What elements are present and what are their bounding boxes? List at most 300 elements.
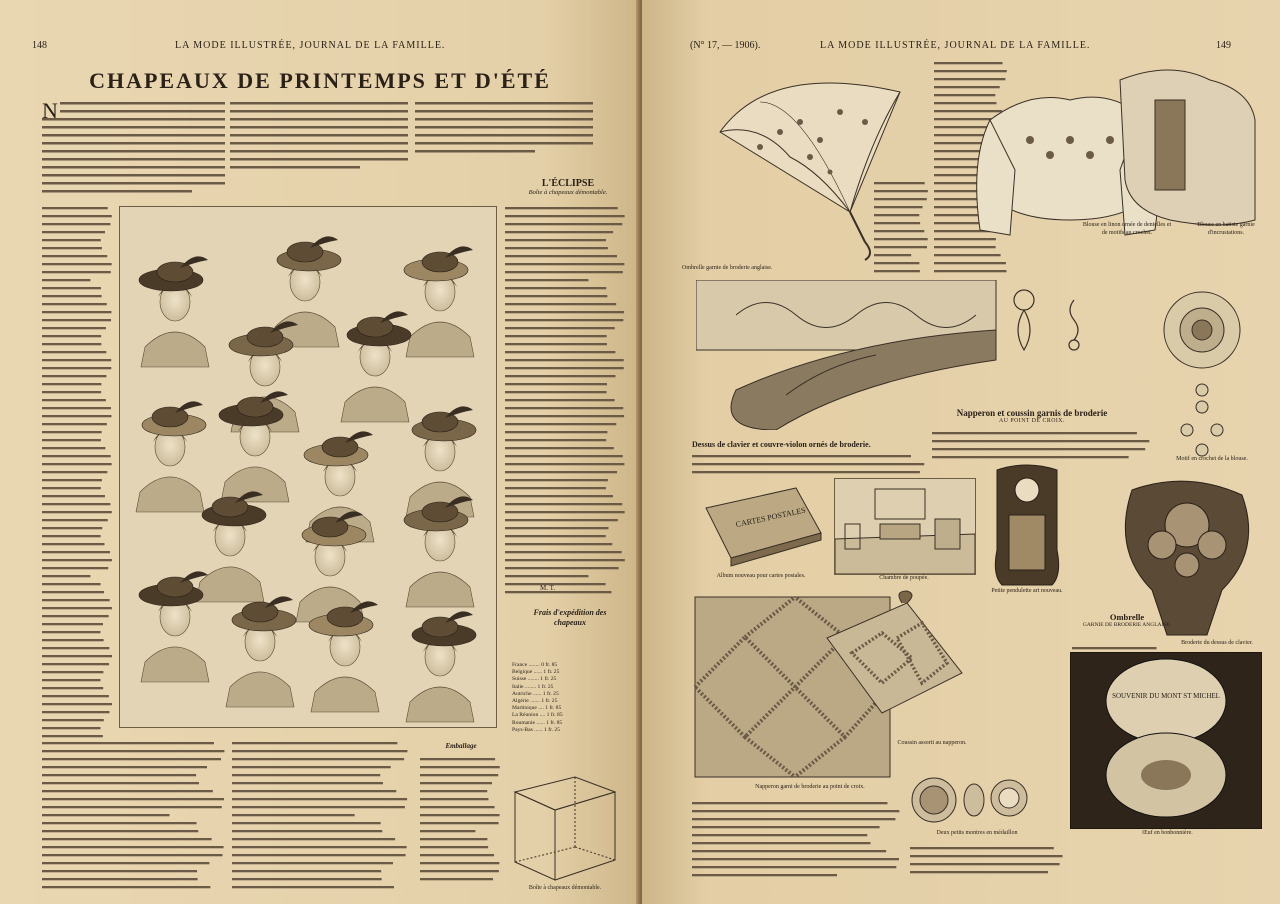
text-line: [505, 327, 615, 329]
keyboard-text: [692, 453, 927, 478]
text-line: [42, 455, 111, 457]
text-line: [42, 766, 207, 768]
blouses-figure: [970, 60, 1265, 290]
text-line: [420, 830, 475, 832]
text-line: [505, 391, 607, 393]
text-line: [42, 343, 101, 345]
intro-column-3: [415, 100, 595, 170]
hat-portrait: [404, 246, 474, 357]
chambre-illustration: [835, 479, 975, 574]
text-line: [42, 351, 106, 353]
text-line: [42, 503, 110, 505]
text-line: [232, 862, 393, 864]
crochet-motif-figure: [1147, 285, 1257, 460]
text-line: [42, 727, 101, 729]
text-line: [42, 631, 100, 633]
text-line: [874, 230, 924, 232]
text-line: [505, 431, 607, 433]
text-line: [505, 479, 608, 481]
text-line: [932, 456, 1129, 458]
pins-illustration: [1004, 285, 1114, 385]
text-line: [42, 742, 214, 744]
hat-portrait: [341, 311, 411, 422]
text-line: [232, 878, 382, 880]
chambre-figure: [834, 478, 976, 575]
text-line: [42, 543, 104, 545]
hat-portrait: [406, 611, 476, 722]
emballage-heading: Emballage: [445, 742, 477, 750]
text-line: [505, 543, 612, 545]
frais-row: Belgique ...... 1 fr. 25: [512, 669, 560, 676]
right-page: [642, 0, 1280, 904]
text-line: [1072, 647, 1157, 649]
text-line: [232, 846, 407, 848]
svg-text:N: N: [42, 100, 58, 123]
text-line: [232, 870, 381, 872]
text-line: [42, 311, 111, 313]
hats-illustration: [120, 207, 496, 727]
text-line: [874, 246, 927, 248]
frais-row: Roumanie ...... 1 fr. 85: [512, 719, 563, 726]
bottom-column-2: [232, 740, 410, 890]
text-line: [505, 311, 624, 313]
text-line: [232, 750, 407, 752]
medallions-caption: Deux petits montres en médaillon: [936, 830, 1018, 836]
chambre-caption: Chambre de poupée.: [879, 575, 929, 581]
text-lines: [932, 430, 1152, 460]
album-caption: Album nouveau pour cartes postales.: [716, 573, 806, 579]
text-line: [42, 575, 90, 577]
left-page-number: 148: [32, 40, 47, 51]
text-line: [232, 830, 382, 832]
text-line: [420, 854, 494, 856]
text-line: [505, 463, 624, 465]
text-line: [42, 247, 102, 249]
text-line: [505, 423, 616, 425]
text-line: [692, 471, 920, 473]
text-line: [42, 327, 106, 329]
text-line: [42, 367, 111, 369]
frais-row: France ........ 0 fr. 85: [512, 662, 558, 668]
bottom-right-text-1: [692, 800, 902, 880]
coussin-illustration: [817, 588, 967, 738]
text-line: [42, 695, 109, 697]
text-line: [505, 207, 618, 209]
text-line: [42, 806, 222, 808]
text-line: [42, 551, 110, 553]
text-line: [692, 818, 895, 820]
text-line: [42, 479, 102, 481]
right-running-head: LA MODE ILLUSTRÉE, JOURNAL DE LA FAMILLE.: [820, 40, 1091, 51]
text-line: [42, 527, 102, 529]
frais-table: [512, 662, 627, 734]
frais-section: [520, 608, 620, 628]
text-line: [505, 287, 606, 289]
text-line: [42, 463, 112, 465]
text-line: [932, 432, 1137, 434]
text-line: [692, 810, 899, 812]
text-line: [42, 750, 224, 752]
text-line: [420, 822, 499, 824]
napperon-subheading: AU POINT DE CROIX.: [999, 418, 1065, 424]
text-line: [932, 440, 1149, 442]
text-line: [232, 854, 406, 856]
text-line: [232, 790, 396, 792]
text-line: [874, 190, 928, 192]
text-line: [42, 415, 111, 417]
text-line: [910, 871, 1048, 873]
text-line: [505, 367, 624, 369]
text-line: [505, 567, 619, 569]
text-line: [42, 559, 112, 561]
text-line: [42, 687, 103, 689]
text-lines: [505, 205, 627, 595]
text-line: [42, 223, 110, 225]
text-lines: [910, 845, 1065, 880]
text-line: [420, 774, 498, 776]
text-line: [692, 866, 896, 868]
text-line: [232, 838, 395, 840]
text-line: [692, 850, 886, 852]
text-line: [505, 583, 606, 585]
text-line: [42, 255, 107, 257]
hatbox-figure: [505, 752, 625, 892]
text-lines: [420, 756, 502, 886]
bottom-right-text-2: [910, 845, 1065, 880]
text-line: [874, 222, 920, 224]
text-line: [42, 671, 103, 673]
hat-portrait: [139, 256, 209, 367]
text-line: [42, 822, 197, 824]
text-line: [910, 847, 1054, 849]
text-lines: [232, 740, 410, 890]
text-line: [42, 399, 106, 401]
text-line: [42, 407, 111, 409]
text-line: [505, 263, 624, 265]
hat-portrait: [196, 491, 266, 602]
text-line: [505, 503, 622, 505]
text-line: [42, 870, 197, 872]
text-line: [420, 758, 495, 760]
text-line: [42, 711, 109, 713]
text-line: [505, 279, 588, 281]
text-line: [420, 766, 500, 768]
medallions-figure: [904, 760, 1034, 830]
text-line: [420, 790, 487, 792]
text-line: [874, 262, 919, 264]
text-line: [420, 838, 487, 840]
text-line: [42, 790, 213, 792]
eclipse-signature: M. T.: [540, 584, 556, 592]
text-line: [505, 551, 622, 553]
text-line: [505, 415, 624, 417]
text-line: [42, 279, 90, 281]
text-line: [42, 655, 112, 657]
text-line: [42, 383, 101, 385]
text-line: [874, 270, 920, 272]
text-line: [42, 271, 111, 273]
text-lines: [415, 100, 595, 170]
text-line: [42, 846, 224, 848]
text-line: [42, 663, 109, 665]
text-line: [874, 198, 927, 200]
text-line: [232, 774, 380, 776]
clock-caption: Petite pendulette art nouveau.: [991, 588, 1063, 594]
text-line: [42, 862, 209, 864]
ombrelle-heading: Ombrelle: [1109, 612, 1145, 622]
text-line: [42, 375, 106, 377]
text-line: [232, 806, 405, 808]
text-line: [42, 335, 101, 337]
text-line: [505, 439, 606, 441]
text-line: [42, 319, 111, 321]
text-line: [42, 878, 198, 880]
text-line: [42, 495, 105, 497]
text-line: [874, 254, 911, 256]
text-line: [42, 703, 112, 705]
hat-portrait: [226, 596, 296, 707]
text-line: [42, 215, 112, 217]
text-line: [42, 447, 105, 449]
frais-row: Pays-Bas ...... 1 fr. 25: [512, 726, 561, 733]
text-line: [692, 834, 867, 836]
emballage-section: [420, 742, 502, 750]
text-line: [232, 782, 383, 784]
text-line: [42, 567, 108, 569]
album-illustration: [696, 478, 826, 573]
coussin-caption: Coussin assorti au napperon.: [897, 740, 967, 746]
text-line: [232, 814, 355, 816]
text-line: [420, 846, 488, 848]
hat-portrait: [271, 236, 341, 347]
text-line: [420, 798, 488, 800]
text-line: [42, 511, 112, 513]
text-lines: [42, 205, 114, 740]
intro-column-2: [230, 100, 410, 200]
text-line: [505, 375, 615, 377]
text-line: [420, 862, 499, 864]
text-line: [505, 399, 615, 401]
text-line: [874, 214, 919, 216]
motif-caption: Motif en crochet de la blouse.: [1176, 456, 1248, 462]
text-line: [232, 742, 397, 744]
text-line: [505, 527, 608, 529]
text-line: [42, 591, 104, 593]
text-line: [42, 838, 212, 840]
text-line: [505, 255, 617, 257]
text-line: [505, 383, 607, 385]
text-line: [232, 822, 381, 824]
hatbox-illustration: [505, 752, 625, 882]
napperon-heading: Napperon et coussin garnis de broderie: [956, 408, 1108, 418]
text-line: [42, 287, 101, 289]
eclipse-section: [508, 178, 628, 196]
ombrelle-subheading: GARNIE DE BRODERIE ANGLAISE.: [1082, 622, 1172, 628]
text-lines: [42, 100, 227, 200]
frais-row: Suisse ........ 1 fr. 25: [512, 676, 557, 683]
album-figure: [696, 478, 826, 573]
text-line: [42, 239, 101, 241]
left-narrow-column: [42, 205, 114, 740]
frais-row: Autriche ...... 1 fr. 25: [512, 690, 559, 697]
hatbox-caption: Boîte à chapeaux démontable.: [528, 885, 602, 891]
egg-inscription: SOUVENIR DU MONT ST MICHEL: [1112, 692, 1220, 700]
text-line: [692, 802, 887, 804]
hat-portrait: [309, 601, 379, 712]
text-line: [42, 599, 110, 601]
text-line: [692, 858, 899, 860]
frais-row: Italie ........ 1 fr. 25: [512, 683, 554, 690]
text-line: [932, 448, 1145, 450]
text-line: [505, 295, 607, 297]
text-line: [874, 182, 925, 184]
egg-figure: [1070, 652, 1262, 829]
text-line: [505, 247, 608, 249]
napperon-caption: Napperon garni de broderie au point de croix.: [755, 784, 865, 790]
text-line: [505, 223, 622, 225]
napperon-section: [927, 408, 1137, 424]
coussin-figure: [817, 588, 967, 738]
text-line: [42, 798, 224, 800]
ombrelle-section: [1082, 612, 1172, 629]
text-line: [42, 583, 101, 585]
text-line: [505, 303, 616, 305]
text-line: [692, 826, 880, 828]
text-line: [505, 495, 613, 497]
text-line: [42, 231, 105, 233]
text-line: [420, 806, 495, 808]
text-line: [42, 423, 107, 425]
text-line: [505, 559, 625, 561]
umbrella-caption: Ombrelle garnie de broderie anglaise.: [682, 265, 773, 271]
text-line: [505, 335, 607, 337]
text-line: [505, 447, 614, 449]
intro-column-1: [42, 100, 227, 200]
text-line: [42, 439, 101, 441]
blouses-illustration: [970, 60, 1265, 290]
text-line: [42, 359, 111, 361]
text-line: [42, 647, 109, 649]
text-line: [505, 519, 618, 521]
text-line: [42, 679, 100, 681]
text-line: [505, 239, 606, 241]
text-line: [42, 607, 112, 609]
pins-figure: [1004, 285, 1114, 385]
album-cover-text: CARTES POSTALES: [734, 505, 807, 530]
text-line: [505, 231, 613, 233]
text-line: [42, 431, 102, 433]
text-lines: [692, 453, 927, 478]
text-line: [42, 623, 103, 625]
text-line: [42, 782, 199, 784]
eclipse-text: [505, 205, 627, 595]
hat-portrait: [296, 511, 366, 622]
text-line: [42, 487, 101, 489]
keyboard-heading: Dessus de clavier et couvre-violon ornés de broderie.: [692, 440, 871, 449]
text-line: [505, 455, 623, 457]
page-title: CHAPEAUX DE PRINTEMPS ET D'ÉTÉ: [89, 68, 551, 93]
eclipse-heading: L'ÉCLIPSE: [541, 178, 595, 189]
text-line: [505, 591, 612, 593]
clock-figure: [987, 460, 1067, 588]
text-line: [505, 271, 623, 273]
text-line: [505, 511, 625, 513]
blouse-2-caption: Blouse en batiste garnie d'incrustations.: [1197, 222, 1255, 236]
text-line: [42, 886, 210, 888]
medallions-illustration: [904, 760, 1034, 830]
text-line: [42, 854, 222, 856]
text-line: [910, 855, 1063, 857]
crochet-motif-illustration: [1147, 285, 1257, 460]
text-lines: [692, 800, 902, 880]
bottom-column-1: [42, 740, 227, 890]
frais-row: La Réunion .... 1 fr. 85: [512, 712, 563, 719]
text-line: [42, 519, 108, 521]
issue-number: (N° 17, — 1906).: [690, 40, 761, 51]
text-lines: [874, 180, 930, 280]
text-line: [42, 263, 112, 265]
napperon-text: [932, 430, 1152, 460]
text-line: [505, 471, 617, 473]
text-line: [692, 463, 924, 465]
text-line: [420, 878, 493, 880]
text-line: [505, 575, 588, 577]
text-line: [42, 719, 104, 721]
text-line: [232, 886, 394, 888]
text-line: [42, 615, 109, 617]
text-line: [505, 215, 625, 217]
egg-caption: Œuf en bonbonnière.: [1142, 830, 1193, 836]
text-lines: [230, 100, 410, 200]
frais-row: Algérie ....... 1 fr. 25: [512, 698, 558, 705]
text-line: [874, 238, 928, 240]
frais-row: Martinique .... 1 fr. 85: [512, 705, 562, 712]
text-line: [42, 774, 196, 776]
text-line: [42, 735, 103, 737]
text-line: [505, 359, 624, 361]
text-lines: [42, 740, 227, 890]
umbrella-side-text: [874, 180, 930, 280]
egg-illustration: [1071, 653, 1261, 828]
text-line: [420, 870, 499, 872]
text-line: [42, 830, 198, 832]
text-line: [232, 798, 407, 800]
text-line: [42, 295, 102, 297]
emballage-text: [420, 756, 502, 886]
text-line: [42, 814, 170, 816]
text-line: [232, 766, 391, 768]
text-line: [420, 782, 492, 784]
text-line: [42, 303, 107, 305]
text-line: [505, 351, 615, 353]
text-line: [42, 758, 221, 760]
text-line: [505, 407, 623, 409]
text-line: [42, 471, 107, 473]
text-line: [910, 863, 1060, 865]
frais-heading: Frais d'expédition des chapeaux: [533, 608, 607, 627]
hat-portrait: [136, 401, 206, 512]
text-line: [42, 639, 104, 641]
clock-illustration: [987, 460, 1067, 588]
text-line: [874, 206, 923, 208]
text-line: [232, 758, 404, 760]
text-line: [42, 391, 101, 393]
right-page-number: 149: [1216, 40, 1231, 51]
text-line: [692, 874, 837, 876]
text-line: [505, 487, 606, 489]
broderie-caption: Broderie du dessus de clavier.: [1181, 640, 1253, 646]
eclipse-subheading: Boîte à chapeaux démontable.: [528, 189, 608, 196]
